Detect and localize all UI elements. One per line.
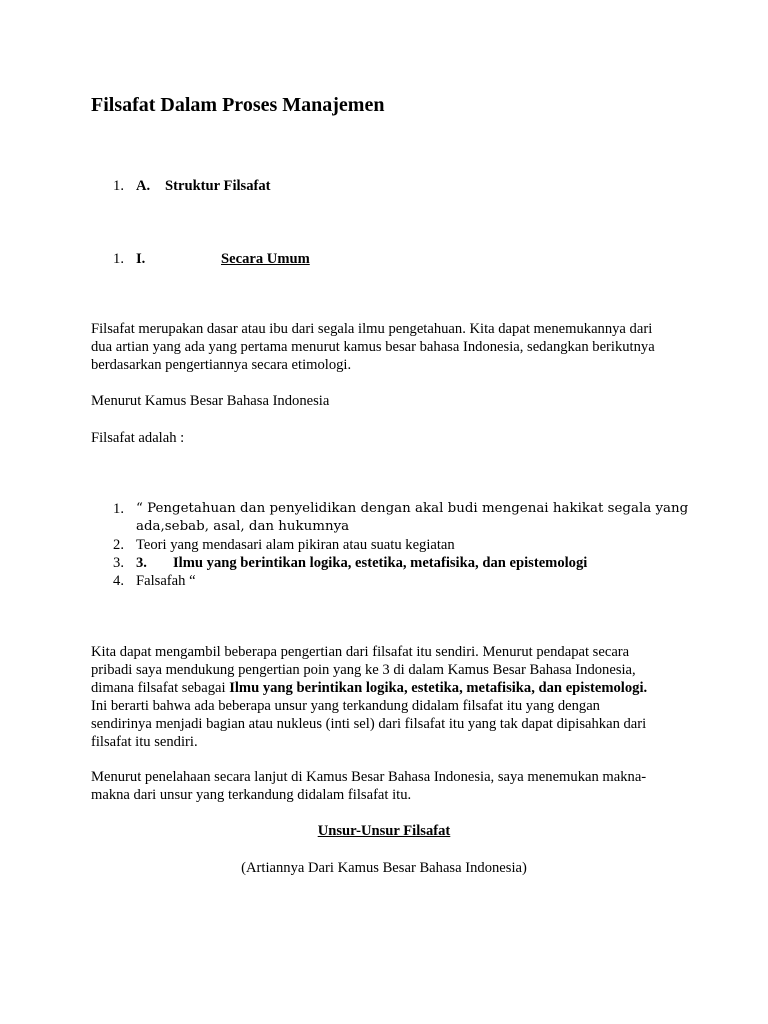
closing-line: Menurut penelahaan secara lanjut di Kamus Besar Bahasa Indonesia, saya menemukan makna-	[91, 769, 647, 785]
opinion-line: Kita dapat mengambil beberapa pengertian dari filsafat itu sendiri. Menurut pendapat secara	[91, 644, 630, 660]
list-item-line: ada,sebab, asal, dan hukumnya	[136, 519, 350, 534]
list-item-line: “ Pengetahuan dan penyelidikan dengan akal budi mengenai hakikat segala yang	[136, 501, 689, 516]
subcaption: (Artiannya Dari Kamus Besar Bahasa Indonesia)	[241, 860, 527, 876]
opinion-line: filsafat itu sendiri.	[91, 734, 198, 750]
intro-line: berdasarkan pengertiannya secara etimologi.	[91, 357, 352, 373]
list-item: Ilmu yang berintikan logika, estetika, metafisika, dan epistemologi	[173, 555, 588, 571]
subheading	[0, 822, 768, 840]
opinion-paragraph	[91, 643, 691, 751]
intro-line: Filsafat merupakan dasar atau ibu dari segala ilmu pengetahuan. Kita dapat menemukannya dari	[91, 321, 653, 337]
opinion-line: pribadi saya mendukung pengertian poin yang ke 3 di dalam Kamus Besar Bahasa Indonesia,	[91, 662, 636, 678]
list-item-number: 3.	[113, 555, 124, 571]
list-item	[136, 500, 689, 536]
opinion-line: Ini berarti bahwa ada beberapa unsur yang terkandung didalam filsafat itu yang dengan	[91, 698, 600, 714]
list-item-inner-number: 3.	[136, 555, 147, 571]
opinion-bold-text: Ilmu yang berintikan logika, estetika, metafisika, dan epistemologi.	[229, 680, 648, 696]
subheading-text: Unsur-Unsur Filsafat	[317, 823, 451, 839]
opinion-plain-text: dimana filsafat sebagai	[91, 680, 230, 696]
filsafat-adalah-line: Filsafat adalah :	[91, 430, 185, 446]
list-item-number: 1.	[113, 501, 124, 517]
opinion-line: sendirinya menjadi bagian atau nukleus (inti sel) dari filsafat itu yang tak dapat dipisahkan dari	[91, 716, 647, 732]
closing-paragraph	[91, 768, 691, 804]
document-title: Filsafat Dalam Proses Manajemen	[91, 94, 385, 116]
intro-paragraph	[91, 320, 691, 374]
list-item-number: 4.	[113, 573, 124, 589]
heading-i-number: 1.	[113, 251, 124, 267]
heading-i-text: Secara Umum	[221, 251, 310, 267]
list-item: Teori yang mendasari alam pikiran atau suatu kegiatan	[136, 537, 455, 553]
heading-a-letter: A.	[136, 178, 151, 194]
intro-line: dua artian yang ada yang pertama menurut kamus besar bahasa Indonesia, sedangkan berikutnya	[91, 339, 655, 355]
list-item-number: 2.	[113, 537, 124, 553]
kbbi-line: Menurut Kamus Besar Bahasa Indonesia	[91, 393, 330, 409]
opinion-line	[91, 679, 691, 697]
heading-a-text: Struktur Filsafat	[165, 178, 271, 194]
list-item: Falsafah “	[136, 573, 196, 589]
heading-a-number: 1.	[113, 178, 124, 194]
closing-line: makna dari unsur yang terkandung didalam filsafat itu.	[91, 787, 412, 803]
heading-i-letter: I.	[136, 251, 146, 267]
